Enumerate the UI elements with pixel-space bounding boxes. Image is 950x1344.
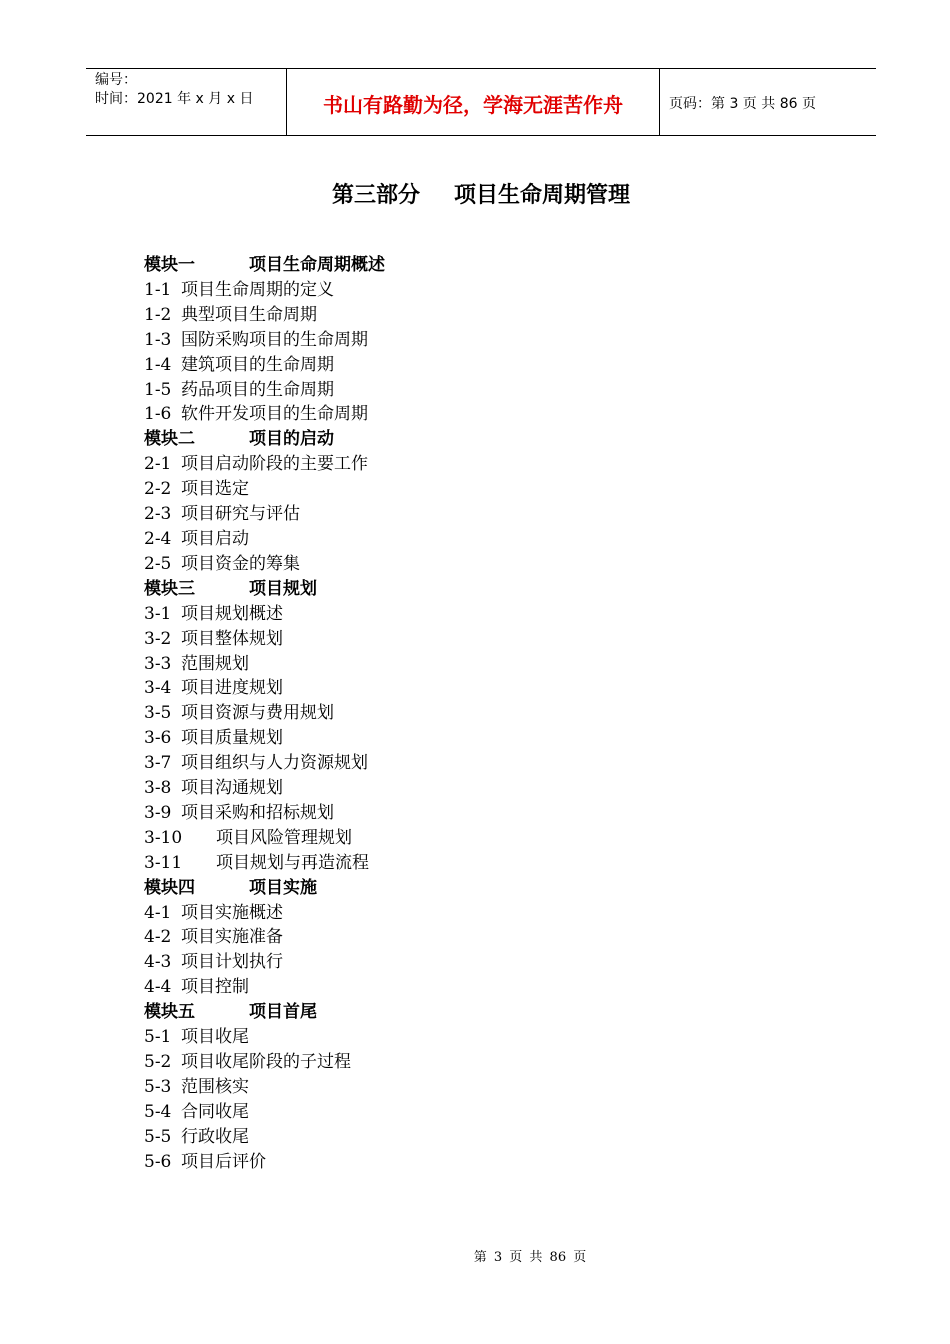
module-label: 模块三: [144, 578, 195, 599]
toc-item-number: 3-1: [144, 603, 172, 624]
toc-item-number: 1-1: [144, 279, 172, 300]
toc-item: [144, 278, 385, 303]
toc-item-number: 1-4: [144, 354, 172, 375]
toc-item-text: 合同收尾: [181, 1101, 249, 1122]
toc-item: [144, 901, 385, 926]
toc-item-number: 3-11: [144, 852, 183, 873]
toc-item-text: 项目资金的筹集: [181, 553, 300, 574]
module-heading: [144, 427, 385, 452]
toc-item-number: 3-7: [144, 753, 172, 774]
toc-item: [144, 303, 385, 328]
toc-item-number: 3-9: [144, 802, 172, 823]
toc-item: [144, 1075, 385, 1100]
toc-item-number: 2-1: [144, 454, 172, 475]
toc-item-text: 项目研究与评估: [181, 504, 300, 525]
page-footer: 第 3 页 共 86 页: [473, 1250, 587, 1265]
toc-item: [144, 627, 385, 652]
toc-item: [144, 1025, 385, 1050]
header-page-info: 页码：第 3 页 共 86 页: [669, 96, 816, 112]
toc-item: [144, 477, 385, 502]
toc-item: [144, 402, 385, 427]
toc-item-text: 项目实施概述: [181, 902, 283, 923]
toc-item-number: 3-6: [144, 728, 172, 749]
toc-item-text: 项目整体规划: [181, 628, 283, 649]
toc-item-number: 2-2: [144, 479, 172, 500]
toc-item: [144, 676, 385, 701]
page-title: [0, 178, 950, 209]
module-label: 模块四: [144, 877, 195, 898]
toc-item-number: 5-5: [144, 1126, 172, 1147]
toc-item-number: 3-3: [144, 653, 172, 674]
module-heading: [144, 1000, 385, 1025]
toc-item: [144, 652, 385, 677]
document-date-label: 时间：2021 年 x 月 x 日: [95, 91, 254, 107]
toc-item-number: 4-4: [144, 977, 172, 998]
toc-item-text: 行政收尾: [181, 1126, 249, 1147]
toc-item-number: 1-5: [144, 379, 172, 400]
page-header-table: [86, 68, 876, 136]
title-name: 项目生命周期管理: [454, 183, 631, 208]
header-meta-cell: [86, 69, 287, 135]
toc-item-number: 5-3: [144, 1076, 172, 1097]
toc-item-number: 4-3: [144, 952, 172, 973]
toc-item-text: 项目采购和招标规划: [181, 802, 334, 823]
toc-item-number: 5-1: [144, 1027, 172, 1048]
module-name: 项目规划: [249, 578, 317, 599]
toc-item-text: 项目进度规划: [181, 678, 283, 699]
toc-item: [144, 826, 385, 851]
toc-item-text: 项目生命周期的定义: [181, 279, 334, 300]
toc-item-text: 项目规划概述: [181, 603, 283, 624]
toc-item-number: 2-3: [144, 504, 172, 525]
toc-item-text: 项目收尾: [181, 1027, 249, 1048]
toc-item-number: 4-1: [144, 902, 172, 923]
toc-item-text: 项目启动阶段的主要工作: [181, 454, 368, 475]
module-label: 模块二: [144, 429, 195, 450]
module-name: 项目首尾: [249, 1002, 317, 1023]
toc-item-number: 3-10: [144, 827, 183, 848]
toc-item: [144, 701, 385, 726]
module-name: 项目实施: [249, 877, 317, 898]
toc-item-text: 建筑项目的生命周期: [181, 354, 334, 375]
toc-item-number: 3-5: [144, 703, 172, 724]
toc-item-text: 国防采购项目的生命周期: [181, 329, 368, 350]
toc-item: [144, 1100, 385, 1125]
toc-item-text: 范围核实: [181, 1076, 249, 1097]
toc-item-text: 项目控制: [181, 977, 249, 998]
toc-item: [144, 602, 385, 627]
toc-item-text: 项目规划与再造流程: [216, 852, 369, 873]
module-heading: [144, 577, 385, 602]
toc-item: [144, 1125, 385, 1150]
toc-item: [144, 975, 385, 1000]
toc-item: [144, 950, 385, 975]
toc-item-text: 项目选定: [181, 479, 249, 500]
toc-item-text: 项目风险管理规划: [216, 827, 352, 848]
toc-item: [144, 452, 385, 477]
toc-item-text: 软件开发项目的生命周期: [181, 404, 368, 425]
table-of-contents: [144, 253, 385, 1175]
toc-item-number: 3-4: [144, 678, 172, 699]
toc-item: [144, 1050, 385, 1075]
title-part: 第三部分: [331, 183, 420, 208]
toc-item: [144, 751, 385, 776]
toc-item: [144, 1150, 385, 1175]
toc-item: [144, 801, 385, 826]
toc-item-number: 5-4: [144, 1101, 172, 1122]
toc-item-number: 3-8: [144, 778, 172, 799]
toc-item-number: 1-3: [144, 329, 172, 350]
toc-item-text: 项目收尾阶段的子过程: [181, 1052, 351, 1072]
toc-item-text: 项目后评价: [181, 1151, 266, 1172]
toc-item-text: 项目质量规划: [181, 728, 283, 749]
toc-item: [144, 726, 385, 751]
toc-item-text: 项目计划执行: [181, 952, 283, 973]
toc-item: [144, 925, 385, 950]
toc-item-number: 5-2: [144, 1052, 172, 1072]
toc-item-text: 项目资源与费用规划: [181, 703, 334, 724]
toc-item: [144, 776, 385, 801]
toc-item-number: 2-4: [144, 528, 172, 549]
toc-item-number: 3-2: [144, 628, 172, 649]
toc-item: [144, 552, 385, 577]
toc-item-text: 药品项目的生命周期: [181, 379, 334, 400]
toc-item-number: 4-2: [144, 927, 172, 948]
toc-item-number: 1-2: [144, 304, 172, 325]
toc-item: [144, 851, 385, 876]
toc-item-text: 典型项目生命周期: [181, 304, 317, 325]
toc-item-number: 1-6: [144, 404, 172, 425]
module-name: 项目生命周期概述: [249, 255, 385, 275]
module-heading: [144, 253, 385, 278]
toc-item-number: 2-5: [144, 553, 172, 574]
toc-item-text: 项目实施准备: [181, 927, 283, 948]
module-heading: [144, 876, 385, 901]
toc-item: [144, 502, 385, 527]
module-name: 项目的启动: [249, 429, 334, 450]
toc-item-text: 项目启动: [181, 528, 249, 549]
document-number-label: 编号：: [95, 72, 137, 88]
toc-item-number: 5-6: [144, 1151, 172, 1172]
toc-item-text: 项目沟通规划: [181, 778, 283, 799]
toc-item: [144, 328, 385, 353]
toc-item-text: 项目组织与人力资源规划: [181, 753, 368, 774]
toc-item: [144, 378, 385, 403]
toc-item: [144, 527, 385, 552]
module-label: 模块五: [144, 1002, 195, 1023]
header-motto: 书山有路勤为径，学海无涯苦作舟: [287, 69, 660, 135]
module-label: 模块一: [144, 255, 195, 275]
toc-item-text: 范围规划: [181, 653, 249, 674]
toc-item: [144, 353, 385, 378]
